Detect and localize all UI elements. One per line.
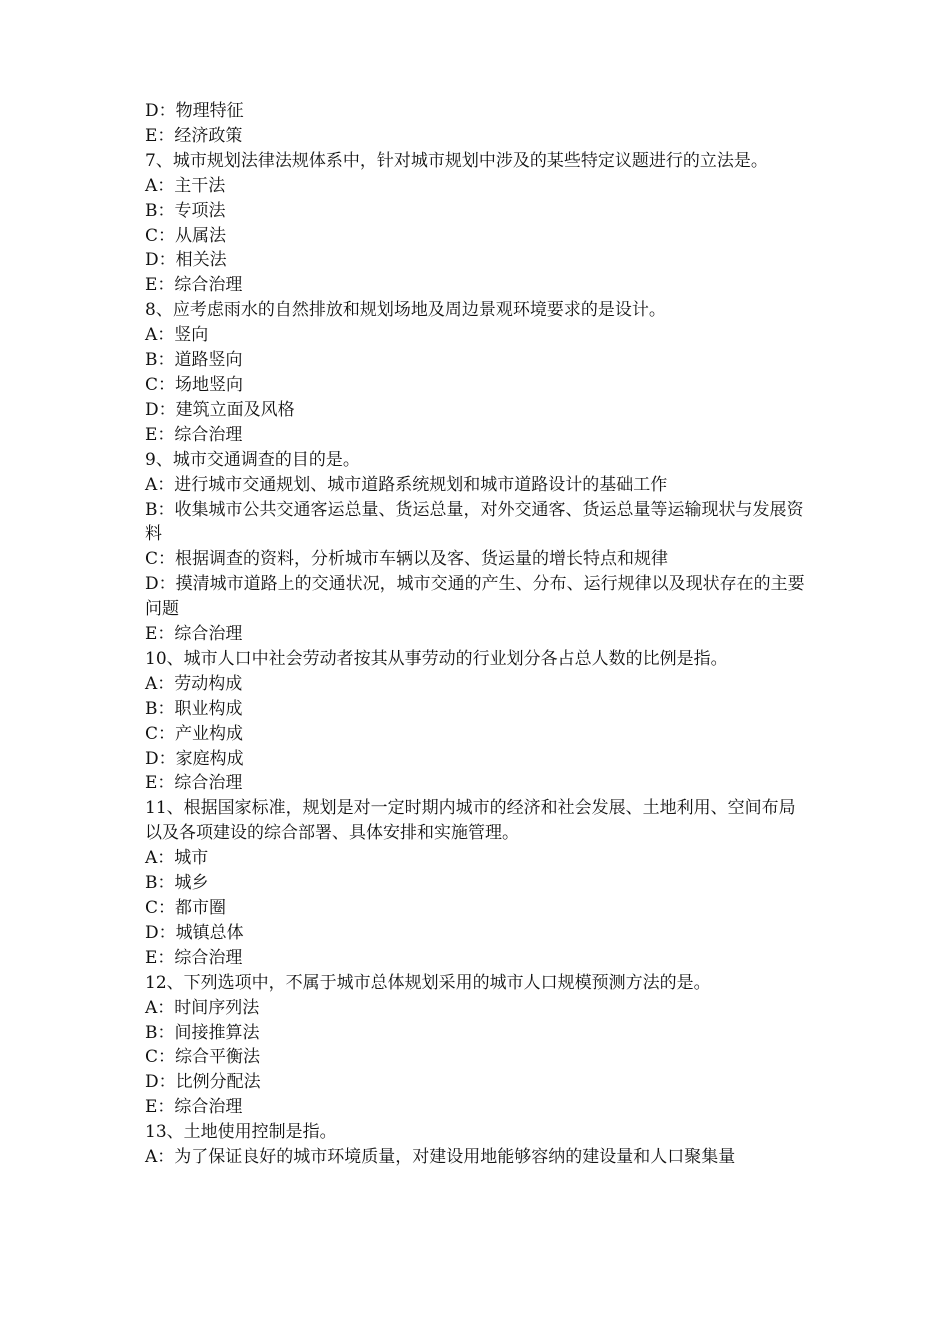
option-d: D：建筑立面及风格 (145, 399, 295, 420)
question-12: 12、下列选项中，不属于城市总体规划采用的城市人口规模预测方法的是。 (145, 972, 711, 993)
option-e: E：综合治理 (145, 773, 243, 794)
option-d: D：摸清城市道路上的交通状况，城市交通的产生、分布、运行规律以及现状存在的主要问题 (145, 574, 805, 620)
option-d: D：相关法 (145, 250, 227, 271)
option-c: C：从属法 (145, 225, 227, 246)
question-10: 10、城市人口中社会劳动者按其从事劳动的行业划分各占总人数的比例是指。 (145, 648, 728, 669)
option-a: A：劳动构成 (145, 673, 243, 694)
option-a: A：竖向 (145, 325, 209, 346)
option-e: E：综合治理 (145, 624, 243, 645)
option-a: A：进行城市交通规划、城市道路系统规划和城市道路设计的基础工作 (145, 474, 668, 495)
option-a: A：主干法 (145, 175, 226, 196)
question-text-block (145, 99, 810, 1170)
option-c: C：综合平衡法 (145, 1047, 261, 1068)
option-d: D：城镇总体 (145, 922, 244, 943)
option-e: E：经济政策 (145, 125, 243, 146)
option-b: B：城乡 (145, 873, 209, 894)
option-c: C：场地竖向 (145, 374, 244, 395)
option-d: D：物理特征 (145, 101, 244, 121)
option-d: D：比例分配法 (145, 1072, 261, 1093)
option-a: A：时间序列法 (145, 997, 260, 1018)
option-c: C：产业构成 (145, 723, 244, 744)
question-13: 13、土地使用控制是指。 (145, 1122, 337, 1143)
option-b: B：收集城市公共交通客运总量、货运总量，对外交通客、货运总量等运输现状与发展资料 (145, 499, 804, 545)
option-e: E：综合治理 (145, 947, 243, 968)
option-e: E：综合治理 (145, 275, 243, 296)
question-8: 8、应考虑雨水的自然排放和规划场地及周边景观环境要求的是设计。 (145, 300, 666, 321)
option-c: C：都市圈 (145, 898, 227, 918)
option-b: B：职业构成 (145, 698, 243, 719)
option-e: E：综合治理 (145, 1097, 243, 1118)
option-b: B：专项法 (145, 200, 226, 221)
option-a: A：为了保证良好的城市环境质量，对建设用地能够容纳的建设量和人口聚集量 (145, 1147, 736, 1168)
option-e: E：综合治理 (145, 424, 243, 445)
option-d: D：家庭构成 (145, 748, 244, 769)
option-b: B：间接推算法 (145, 1022, 260, 1043)
option-b: B：道路竖向 (145, 350, 243, 371)
question-11: 11、根据国家标准，规划是对一定时期内城市的经济和社会发展、土地利用、空间布局以及各项建设的综合部署、具体安排和实施管理。 (145, 798, 796, 844)
option-c: C：根据调查的资料，分析城市车辆以及客、货运量的增长特点和规律 (145, 549, 669, 570)
question-7: 7、城市规划法律法规体系中，针对城市规划中涉及的某些特定议题进行的立法是。 (145, 150, 768, 171)
option-a: A：城市 (145, 848, 209, 869)
question-9: 9、城市交通调查的目的是。 (145, 449, 360, 470)
